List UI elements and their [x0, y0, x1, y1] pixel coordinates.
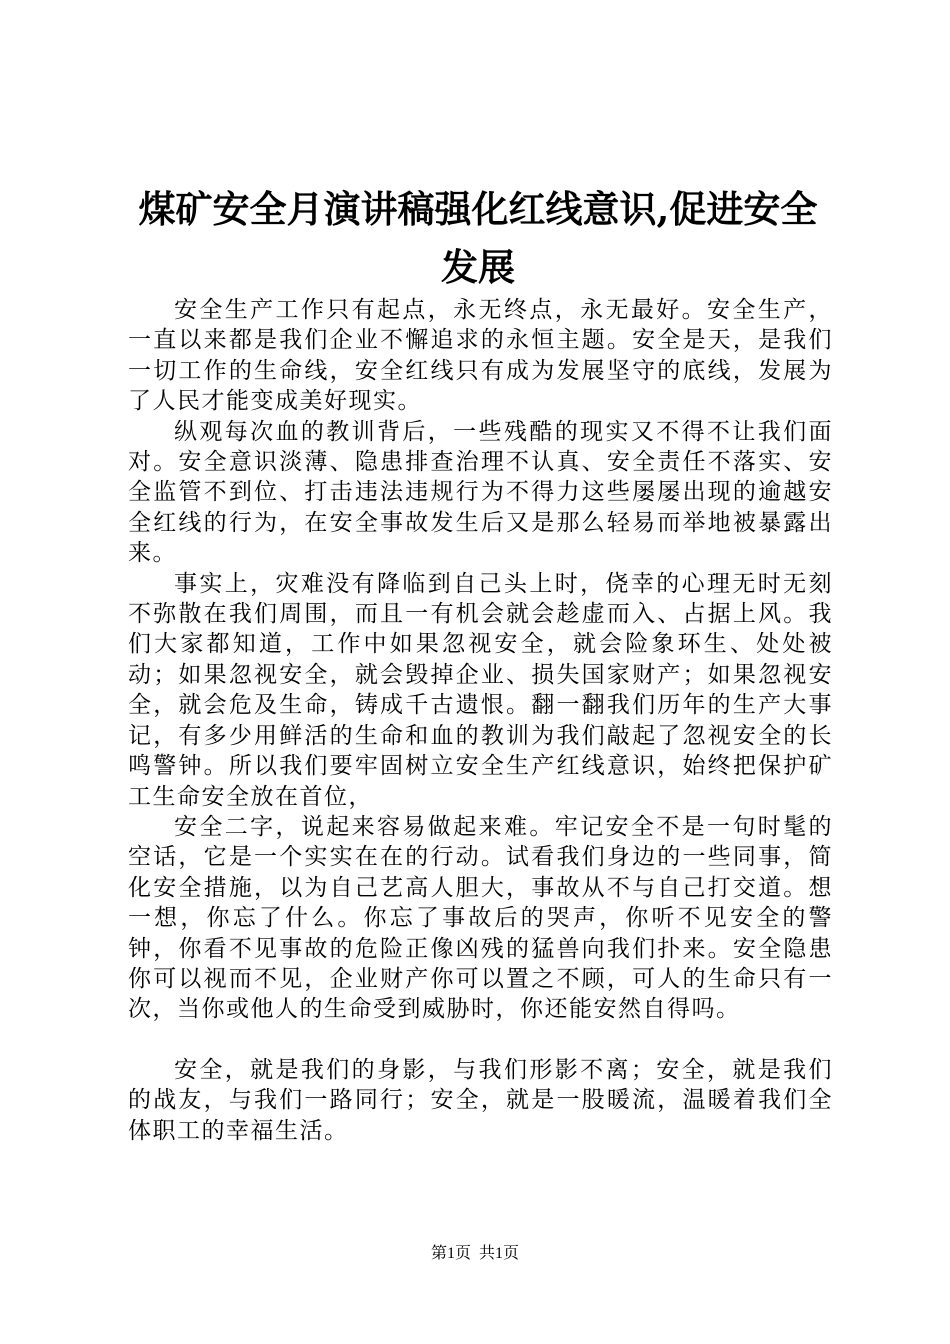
- page-footer: [0, 1244, 950, 1264]
- paragraph-2: 纵观每次血的教训背后，一些残酷的现实又不得不让我们面对。安全意识淡薄、隐患排查治理不认真、安全责任不落实、安全监管不到位、打击违法违规行为不得力这些屡屡出现的逾越安全红线的行为，在安全事故发生后又是那么轻易而举地被暴露出来。: [128, 418, 833, 567]
- document-title: 煤矿安全月演讲稿强化红线意识,促进安全发展: [138, 187, 818, 289]
- document-body: [128, 295, 833, 1146]
- paragraph-1: 安全生产工作只有起点，永无终点，永无最好。安全生产，一直以来都是我们企业不懈追求的永恒主题。安全是天，是我们一切工作的生命线，安全红线只有成为发展坚守的底线，发展为了人民才能变成美好现实。: [128, 297, 833, 415]
- paragraph-4: 安全二字，说起来容易做起来难。牢记安全不是一句时髦的空话，它是一个实实在在的行动。试看我们身边的一些同事，简化安全措施，以为自己艺高人胆大，事故从不与自己打交道。想一想，你忘了什么。你忘了事故后的哭声，你听不见安全的警钟，你看不见事故的危险正像凶残的猛兽向我们扑来。安全隐患你可以视而不见，企业财产你可以置之不顾，可人的生命只有一次，当你或他人的生命受到威胁时，你还能安然自得吗。: [128, 813, 833, 1023]
- paragraph-5: 安全，就是我们的身影，与我们形影不离；安全，就是我们的战友，与我们一路同行；安全，就是一股暖流，温暖着我们全体职工的幸福生活。: [128, 1056, 833, 1144]
- page-total: 共1页: [479, 1245, 520, 1262]
- paragraph-3: 事实上，灾难没有降临到自己头上时，侥幸的心理无时无刻不弥散在我们周围，而且一有机会就会趁虚而入、占据上风。我们大家都知道，工作中如果忽视安全，就会险象环生、处处被动；如果忽视安全，就会毁掉企业、损失国家财产；如果忽视安全，就会危及生命，铸成千古遗恨。翻一翻我们历年的生产大事记，有多少用鲜活的生命和血的教训为我们敲起了忽视安全的长鸣警钟。所以我们要牢固树立安全生产红线意识，始终把保护矿工生命安全放在首位，: [128, 570, 833, 810]
- page-number: 第1页: [430, 1245, 471, 1262]
